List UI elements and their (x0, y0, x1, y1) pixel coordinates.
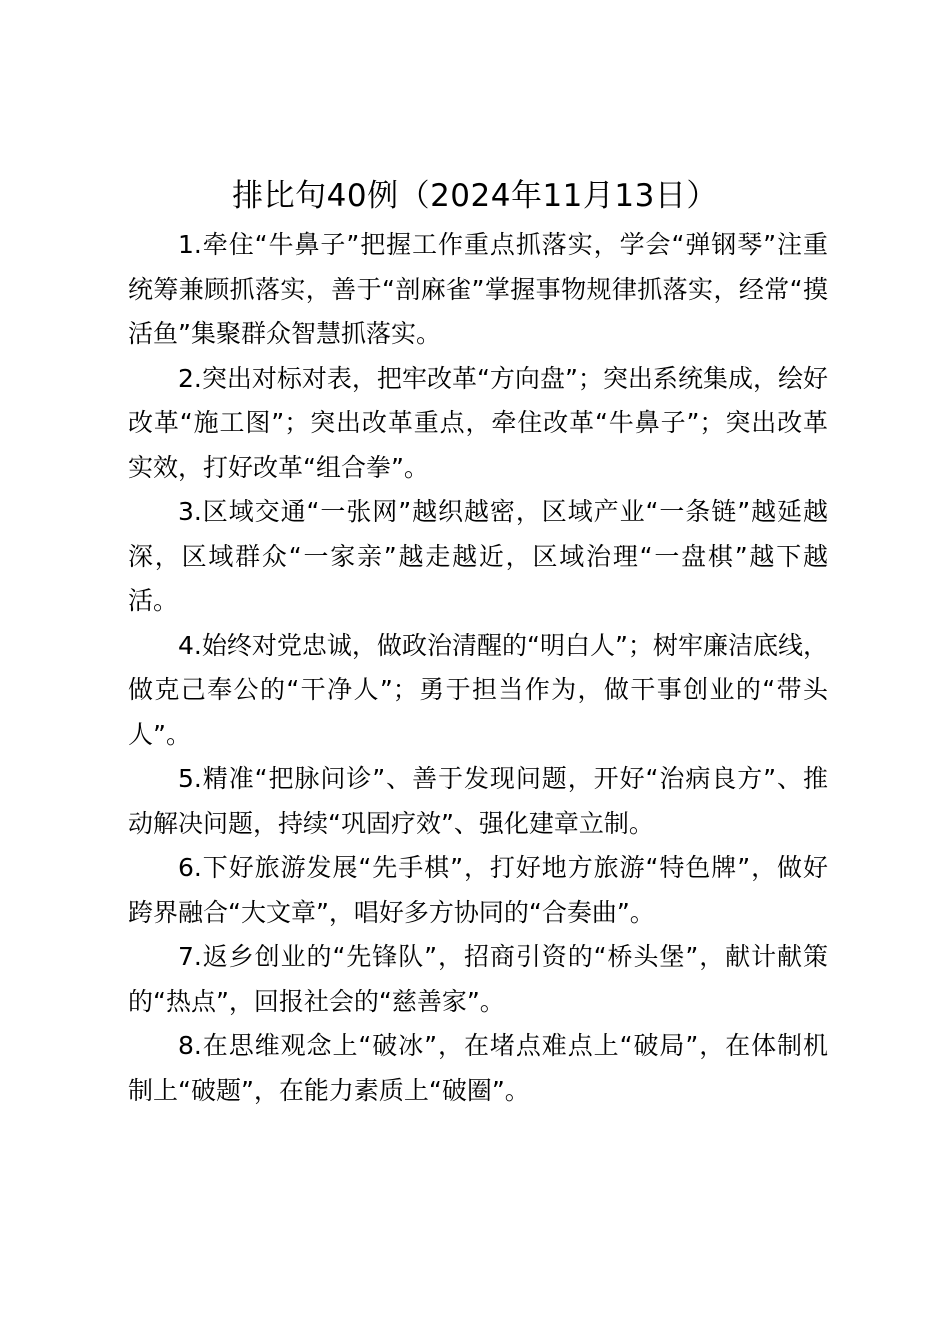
document-body (128, 223, 828, 1113)
paragraph-3: 3.区域交通“一张网”越织越密，区域产业“一条链”越延越深，区域群众“一家亲”越走越近，区域治理“一盘棋”越下越活。 (128, 497, 828, 615)
paragraph-2: 2.突出对标对表，把牢改革“方向盘”；突出系统集成，绘好改革“施工图”；突出改革重点，牵住改革“牛鼻子”；突出改革实效，打好改革“组合拳”。 (128, 363, 828, 482)
paragraph-8: 8.在思维观念上“破冰”，在堵点难点上“破局”，在体制机制上“破题”，在能力素质上“破圈”。 (128, 1031, 828, 1105)
paragraph-5: 5.精准“把脉问诊”、善于发现问题，开好“治病良方”、推动解决问题，持续“巩固疗效”、强化建章立制。 (128, 764, 828, 838)
document-title: 排比句40例（2024年11月13日） (232, 178, 718, 214)
paragraph-1: 1.牵住“牛鼻子”把握工作重点抓落实，学会“弹钢琴”注重统筹兼顾抓落实，善于“剖麻雀”掌握事物规律抓落实，经常“摸活鱼”集聚群众智慧抓落实。 (128, 230, 828, 348)
paragraph-4: 4.始终对党忠诚，做政治清醒的“明白人”；树牢廉洁底线，做克己奉公的“干净人”；勇于担当作为，做干事创业的“带头人”。 (128, 630, 828, 749)
paragraph-6: 6.下好旅游发展“先手棋”，打好地方旅游“特色牌”，做好跨界融合“大文章”，唱好多方协同的“合奏曲”。 (128, 853, 828, 927)
paragraph-7: 7.返乡创业的“先锋队”，招商引资的“桥头堡”，献计献策的“热点”，回报社会的“慈善家”。 (128, 942, 828, 1016)
